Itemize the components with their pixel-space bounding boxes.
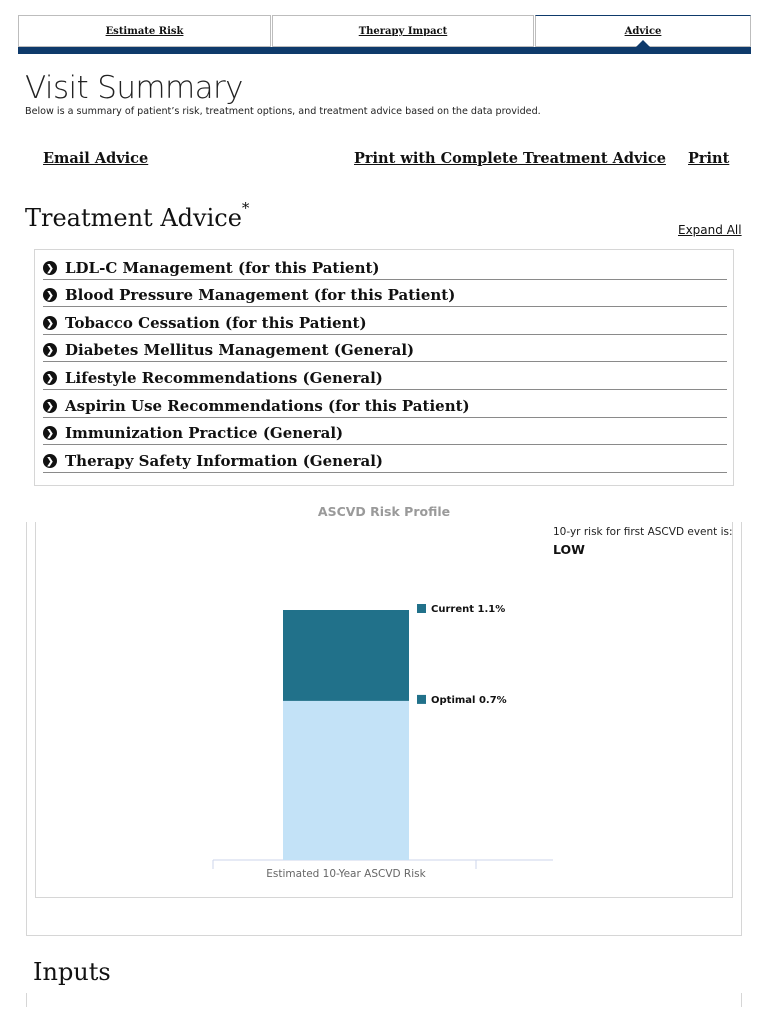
accordion-item-label: Blood Pressure Management (for this Patient) [65, 286, 456, 304]
chevron-right-circle-icon: ❯ [43, 343, 57, 357]
inputs-panel-border [741, 993, 742, 1007]
chevron-right-circle-icon: ❯ [43, 454, 57, 468]
risk-intro-text: 10-yr risk for first ASCVD event is: [553, 526, 733, 538]
bar-current [283, 610, 409, 701]
accordion-item-label: Therapy Safety Information (General) [65, 452, 384, 470]
print-link[interactable]: Print [688, 150, 730, 167]
bar-optimal [283, 701, 409, 860]
legend-swatch-optimal [417, 695, 426, 704]
page-title: Visit Summary [25, 70, 243, 106]
accordion-item-label: Lifestyle Recommendations (General) [65, 369, 383, 387]
accordion-item-label: Aspirin Use Recommendations (for this Patient) [65, 397, 470, 415]
accordion-item-label: Immunization Practice (General) [65, 424, 344, 442]
asterisk-mark: * [241, 199, 250, 217]
tab-estimate-risk[interactable]: Estimate Risk [18, 15, 271, 47]
risk-level-value: LOW [553, 542, 585, 557]
legend-swatch-current [417, 604, 426, 613]
tab-advice[interactable]: Advice [535, 15, 751, 47]
tab-therapy-impact[interactable]: Therapy Impact [272, 15, 534, 47]
chevron-right-circle-icon: ❯ [43, 426, 57, 440]
x-axis-category-label: Estimated 10-Year ASCVD Risk [266, 868, 426, 880]
print-complete-advice-link[interactable]: Print with Complete Treatment Advice [354, 150, 666, 167]
accordion-item-label: Diabetes Mellitus Management (General) [65, 341, 415, 359]
treatment-advice-title: Treatment Advice [25, 204, 242, 232]
inputs-panel-border [26, 993, 27, 1007]
accordion-item-label: Tobacco Cessation (for this Patient) [65, 314, 367, 332]
data-label-current: Current 1.1% [431, 604, 506, 615]
chevron-right-circle-icon: ❯ [43, 288, 57, 302]
inputs-heading: Inputs [33, 958, 111, 986]
data-label-optimal: Optimal 0.7% [431, 694, 507, 706]
chevron-right-circle-icon: ❯ [43, 371, 57, 385]
accordion-item-label: LDL-C Management (for this Patient) [65, 259, 380, 277]
email-advice-link[interactable]: Email Advice [43, 150, 149, 167]
expand-all-link[interactable]: Expand All [678, 223, 742, 237]
chevron-right-circle-icon: ❯ [43, 316, 57, 330]
chart-title: ASCVD Risk Profile [317, 504, 451, 519]
page-subtitle: Below is a summary of patient’s risk, treatment options, and treatment advice based on the data provided. [25, 106, 541, 117]
chevron-right-circle-icon: ❯ [43, 261, 57, 275]
chevron-right-circle-icon: ❯ [43, 399, 57, 413]
